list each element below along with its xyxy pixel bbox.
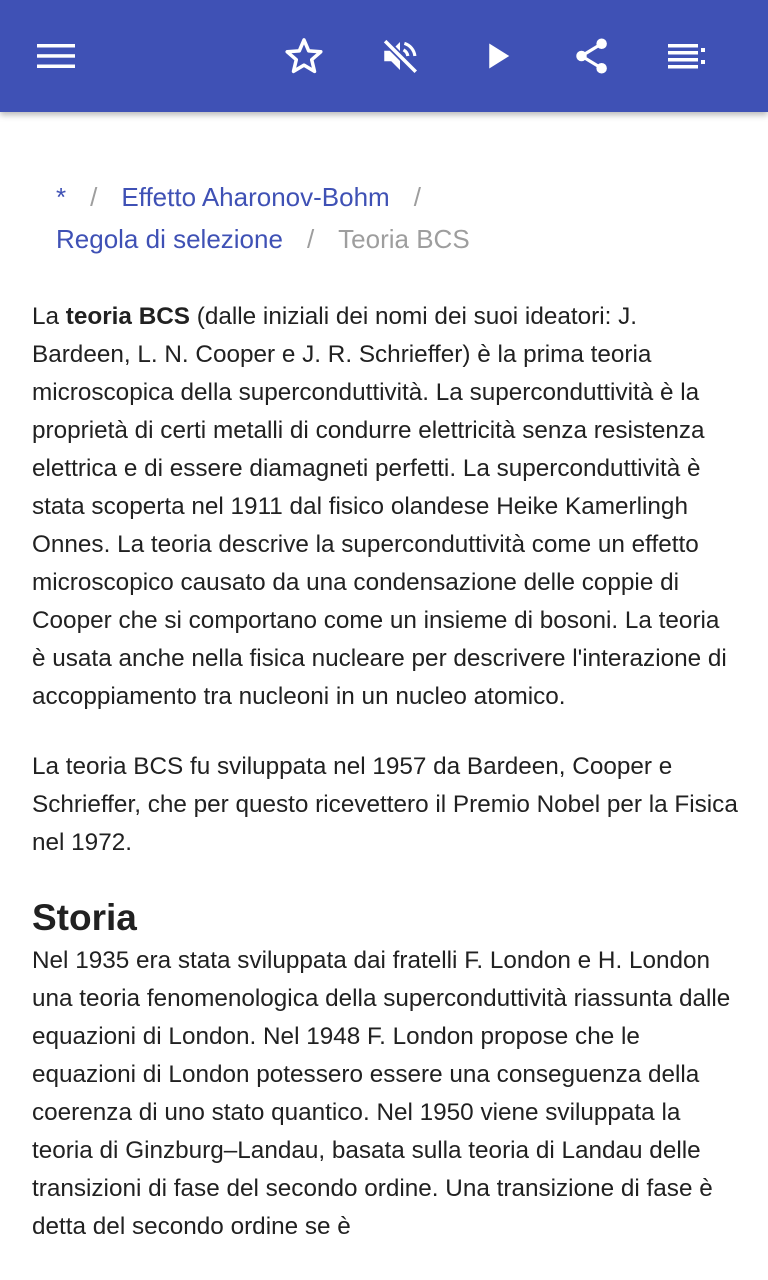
breadcrumb-current: Teoria BCS: [338, 224, 470, 254]
playlist-icon: [668, 42, 708, 70]
history-paragraph: Nel 1935 era stata sviluppata dai fratelli F. London e H. London una teoria fenomenologica della superconduttività riassunta dalle equazioni di London. Nel 1948 F. London propose che le equazioni di London potessero essere una conseguenza della coerenza di uno stato quantico. Nel 1950 viene sviluppata la teoria di Ginzburg–Landau, basata sulla teoria di Landau delle transizioni di fase del secondo ordine. Una transizione di fase è detta del secondo ordine se è: [32, 947, 731, 1240]
play-button[interactable]: [462, 20, 534, 92]
intro-paragraph: [32, 298, 738, 716]
breadcrumb-separator: /: [90, 182, 98, 212]
article-body: [32, 298, 738, 1278]
mute-button[interactable]: [364, 20, 436, 92]
share-icon: [571, 35, 613, 77]
section-title: Storia: [32, 897, 137, 938]
star-outline-icon: [283, 35, 325, 77]
menu-button[interactable]: [20, 20, 92, 92]
volume-off-icon: [379, 35, 421, 77]
play-icon: [483, 41, 513, 71]
intro-text-rest: (dalle iniziali dei nomi dei suoi ideatori: J. Bardeen, L. N. Cooper e J. R. Schrieffer) è la prima teoria microscopica della superconduttività. La superconduttività è la proprietà di certi metalli di condurre elettricità senza resistenza elettrica e di essere diamagneti perfetti. La superconduttività è stata scoperta nel 1911 dal fisico olandese Heike Kamerlingh Onnes. La teoria descrive la superconduttività come un effetto microscopico causato da una condensazione delle coppie di Cooper che si comportano come un insieme di bosoni. La teoria è usata anche nella fisica nucleare per descrivere l'interazione di accoppiamento tra nucleoni in un nucleo atomico.: [32, 303, 727, 710]
nobel-paragraph: La teoria BCS fu sviluppata nel 1957 da Bardeen, Cooper e Schrieffer, che per questo ricevettero il Premio Nobel per la Fisica nel 1972.: [32, 753, 738, 856]
breadcrumb-separator: /: [413, 182, 421, 212]
intro-text-start: La: [32, 303, 66, 330]
playlist-button[interactable]: [652, 20, 724, 92]
share-button[interactable]: [556, 20, 628, 92]
breadcrumb-link-home[interactable]: *: [56, 182, 67, 212]
favorite-button[interactable]: [268, 20, 340, 92]
article-content: [0, 112, 768, 1280]
intro-bold-term: teoria BCS: [65, 303, 190, 330]
breadcrumb-link-aharonov-bohm[interactable]: Effetto Aharonov-Bohm: [121, 182, 390, 212]
breadcrumb-link-regola-di-selezione[interactable]: Regola di selezione: [56, 224, 283, 254]
breadcrumb: [56, 176, 746, 260]
app-bar: [0, 0, 768, 112]
breadcrumb-separator: /: [306, 224, 315, 254]
menu-icon: [37, 42, 75, 70]
